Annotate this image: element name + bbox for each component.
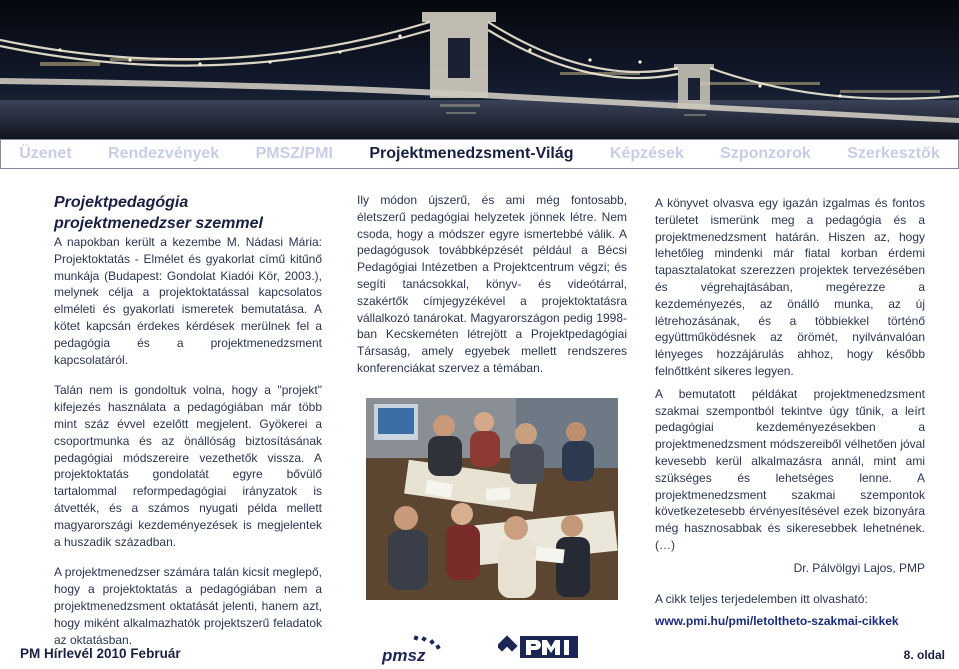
article-column-1 [54, 192, 322, 648]
article-paragraph-5: A könyvet olvasva egy igazán izgalmas és fontos területet ismerünk meg a pedagógia és a projektmenedzsment határán. Hiszen az, hogy lehetőleg mindenki már fiatal korban érdemi tapasztalatokat szerezzen projektek tervezésében és végrehajtásában, megérezze a kezdeményezés, az önálló munka, az új létrehozásának, és a többiekkel történő együttműködésnek az örömét, nyilvánvalóan lényeges hozzájárulás ahhoz, hogy később felnőttként sikeres legyen. [655, 196, 925, 378]
article-paragraph-4: Ily módon újszerű, és ami még fontosabb, életszerű pedagógiai helyzetek jönnek létre. Nem csoda, hogy a módszer egyre ismertebbé válik. A pedagógusok továbbképzését például a Bécsi Pedagógiai Intézetben a Projektcentrum végzi; és segíti tanácsokkal, könyv- és videótárral, szakértők címjegyzékével a projektoktatásra vállalkozó tanárokat. Magyarországon pedig 1998-ban Kecskeméten létrejött a Projektpedagógiai Társaság, amely egyebek mellett rendszeres konferenciákat szervez a témában. [357, 193, 627, 375]
nav-item-projektmenedzsment-vilag[interactable]: Projektmenedzsment-Világ [369, 145, 574, 162]
main-nav [0, 139, 959, 169]
header-photo-chain-bridge [0, 0, 959, 139]
article-more-text: A cikk teljes terjedelemben itt olvasható: [655, 591, 868, 606]
article-column-3 [655, 195, 925, 630]
footer-newsletter-title: PM Hírlevél 2010 Február [20, 646, 181, 661]
nav-item-szponzorok[interactable]: Szponzorok [720, 145, 811, 162]
article-column-2 [357, 192, 627, 377]
pmsz-logo-text: pmsz [382, 646, 426, 665]
article-link[interactable]: www.pmi.hu/pmi/letoltheto-szakmai-cikkek [655, 614, 899, 629]
nav-item-rendezvenyek[interactable]: Rendezvények [108, 145, 220, 162]
pmsz-logo [380, 634, 450, 666]
nav-item-uzenet[interactable]: Üzenet [19, 145, 72, 162]
classroom-photo [366, 398, 618, 600]
article-paragraph-3: A projektmenedzser számára talán kicsit meglepő, hogy a projektoktatás a pedagógiában nem a projektmenedzsment oktatását jelenti, hanem azt, hogy miként alkalmazhatók projektszerű feladatok az oktatásban. [54, 565, 322, 647]
article-paragraph-1: A napokban került a kezembe M. Nádasi Mária: Projektoktatás - Elmélet és gyakorlat című kitűnő munkája (Budapest: Gondolat Kiadói Kör, 2003.), melynek célja a projektoktatással kapcsolatos elméleti és gyakorlati ismeretek bemutatása. A kötet kapcsán érdekes kérdések merülnek fel a pedagógia és a projektmenedzsment kapcsolatáról. [54, 235, 322, 367]
pmi-logo [498, 634, 580, 660]
footer-page-number: 8. oldal [903, 648, 945, 662]
article-title: Projektpedagógia projektmenedzser szemmel [54, 194, 263, 232]
article-signature: Dr. Pálvölgyi Lajos, PMP [793, 560, 925, 575]
nav-item-pmsz-pmi[interactable]: PMSZ/PMI [255, 145, 333, 162]
nav-item-szerkesztok[interactable]: Szerkesztők [847, 145, 940, 162]
article-paragraph-2: Talán nem is gondoltuk volna, hogy a "projekt" kifejezés használata a pedagógiában már több mint száz évvel ezelőtt megjelent. Gyökerei a csoportmunka és az önállóság biztosításának pedagógiai módszereire vezethetők vissza. A projektoktatás gondolatát egyre bővülő tartalommal reformpedagógiai irányzatok is átvették, és a számos nyugati példa mellett magyarországi kezdeményezések is megjelentek a huszadik században. [54, 383, 322, 549]
nav-item-kepzesek[interactable]: Képzések [609, 145, 684, 162]
article-paragraph-6: A bemutatott példákat projektmenedzsment szakmai szempontból tekintve úgy tűnik, a leírt pedagógiai kezdeményezésekben a projektmenedzsment módszereiből vélhetően jóval kevesebb kerül alkalmazásra annál, mint ami szükséges és lehetséges lenne. A projektmenedzsment szakmai szempontok következetesebb érvényesítésével ezek bizonyára még hasznosabbak és sikeresebbek lehetnének. (…) [655, 386, 925, 552]
